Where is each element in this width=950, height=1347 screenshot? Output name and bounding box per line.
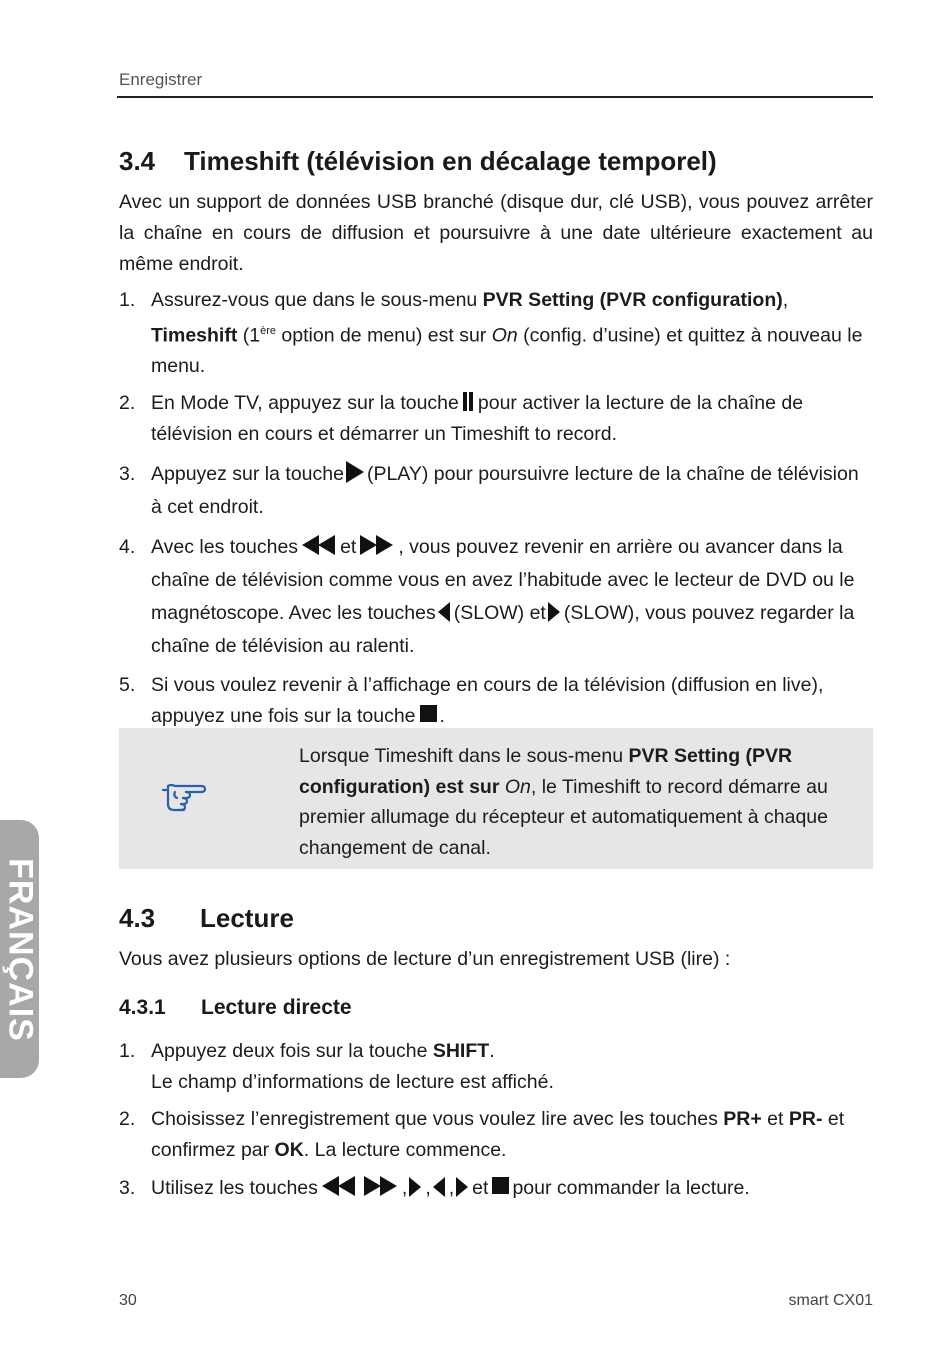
- step-text: , vous pouvez revenir en arrière ou avancer dans la chaîne de télévision comme vous en avez l’habitude avec le lecteur de DVD ou le magnétoscope. Avec les touches: [151, 536, 855, 624]
- step-text: option de menu) est sur: [276, 324, 492, 346]
- list-item: [119, 1104, 873, 1165]
- step-text: (PLAY) pour poursuivre lecture de la chaîne de télévision à cet endroit.: [151, 463, 859, 518]
- running-head: Enregistrer: [119, 70, 203, 89]
- pause-icon: [462, 392, 474, 412]
- key-name: SHIFT: [432, 1040, 490, 1062]
- list-item: [119, 458, 873, 524]
- slow-forward-icon: [456, 1177, 468, 1197]
- section-heading-3-4: [119, 146, 717, 177]
- rewind-icon: [322, 1176, 356, 1196]
- timeshift-steps: [119, 285, 873, 738]
- list-item: [119, 1172, 873, 1205]
- step-text: (1: [237, 324, 261, 346]
- playback-steps: [119, 1036, 873, 1212]
- section-title: Lecture: [200, 903, 294, 933]
- step-text: Utilisez les touches: [151, 1177, 318, 1199]
- step-text: .: [439, 704, 445, 727]
- section-intro: Vous avez plusieurs options de lecture d’un enregistrement USB (lire) :: [119, 948, 731, 970]
- list-item: [119, 531, 873, 663]
- note-text: [299, 741, 864, 863]
- step-text: (SLOW) et: [453, 602, 546, 624]
- section-heading-4-3: [119, 903, 294, 934]
- note-text-run: Lorsque Timeshift dans le sous-menu: [299, 745, 629, 767]
- key-name: PR-: [788, 1108, 823, 1130]
- step-number: 5.: [119, 674, 136, 696]
- note-text-run: , le Timeshift to record démarre au premier allumage du récepteur et automatiquement à chaque changement de canal.: [299, 775, 828, 859]
- step-text: pour commander la lecture.: [512, 1177, 750, 1199]
- step-text: Choisissez l’enregistrement que vous voulez lire avec les touches: [151, 1108, 724, 1130]
- step-text: En Mode TV, appuyez sur la touche: [151, 392, 459, 414]
- language-side-tab-label: FRANÇAIS: [1, 858, 40, 1042]
- step-text: et: [761, 1108, 789, 1130]
- menu-name: PVR Setting (PVR configuration): [482, 289, 783, 311]
- play-icon: [346, 461, 364, 483]
- step-text: et: [340, 536, 357, 558]
- rewind-icon: [302, 535, 336, 555]
- option-name: Timeshift: [151, 324, 238, 346]
- play-icon: [409, 1177, 421, 1197]
- section-number: 3.4: [119, 146, 156, 176]
- option-value: On: [504, 775, 531, 798]
- section-title: Timeshift (télévision en décalage temporel): [184, 146, 717, 176]
- step-text: Avec les touches: [151, 536, 299, 558]
- slow-back-icon: [438, 602, 450, 622]
- step-text: Le champ d’informations de lecture est affiché.: [151, 1070, 554, 1093]
- option-value: On: [491, 324, 518, 346]
- slow-back-icon: [433, 1177, 445, 1197]
- ordinal-sup: ère: [260, 324, 276, 337]
- step-text: .: [489, 1040, 495, 1062]
- step-number: 2.: [119, 392, 136, 414]
- step-number: 1.: [119, 1040, 136, 1062]
- list-item: [119, 285, 873, 381]
- step-text: Assurez-vous que dans le sous-menu: [151, 289, 483, 311]
- step-text: . La lecture commence.: [303, 1138, 507, 1161]
- key-name: OK: [274, 1138, 304, 1161]
- subsection-heading-4-3-1: [119, 996, 352, 1020]
- list-item: [119, 1036, 873, 1097]
- menu-name: PVR Setting (PVR configuration) est sur: [299, 745, 793, 798]
- pointing-hand-icon: [159, 780, 209, 816]
- section-title: Lecture directe: [201, 996, 352, 1019]
- section-number: 4.3.1: [119, 996, 166, 1019]
- header-rule: [117, 96, 873, 98]
- separator: ,: [425, 1177, 431, 1199]
- section-intro: Avec un support de données USB branché (disque dur, clé USB), vous pouvez arrêter la chaîne en cours de diffusion et poursuivre à une date ultérieure exactement au même endroit.: [119, 191, 873, 275]
- stop-icon: [420, 705, 437, 722]
- step-text: (config. d’usine) et quittez à nouveau le menu.: [151, 324, 863, 377]
- product-name: smart CX01: [788, 1292, 873, 1309]
- fast-forward-icon: [364, 1176, 398, 1196]
- list-item: [119, 388, 873, 449]
- key-name: PR+: [723, 1108, 762, 1130]
- step-text: pour activer la lecture de la chaîne de télévision en cours et démarrer un Timeshift to record.: [151, 392, 804, 445]
- step-text: ,: [782, 289, 789, 311]
- step-text: Si vous voulez revenir à l’affichage en cours de la télévision (diffusion en live), appuyez une fois sur la touche: [151, 674, 824, 727]
- separator: ,: [448, 1177, 455, 1199]
- list-item: [119, 670, 873, 731]
- step-number: 3.: [119, 463, 136, 485]
- step-number: 1.: [119, 289, 136, 311]
- step-text: Appuyez sur la touche: [151, 463, 344, 485]
- step-text: et: [472, 1177, 489, 1199]
- page-number: 30: [119, 1292, 137, 1309]
- stop-icon: [492, 1177, 509, 1194]
- step-text: et confirmez par: [151, 1108, 845, 1161]
- step-text: (SLOW), vous pouvez regarder la chaîne de télévision au ralenti.: [151, 602, 855, 657]
- step-text: Appuyez deux fois sur la touche: [151, 1040, 433, 1062]
- step-number: 2.: [119, 1108, 136, 1130]
- slow-forward-icon: [548, 602, 560, 622]
- step-number: 4.: [119, 536, 136, 558]
- note-box: [119, 728, 873, 869]
- fast-forward-icon: [360, 535, 394, 555]
- separator: ,: [401, 1177, 408, 1199]
- step-number: 3.: [119, 1177, 136, 1199]
- section-number: 4.3: [119, 903, 156, 933]
